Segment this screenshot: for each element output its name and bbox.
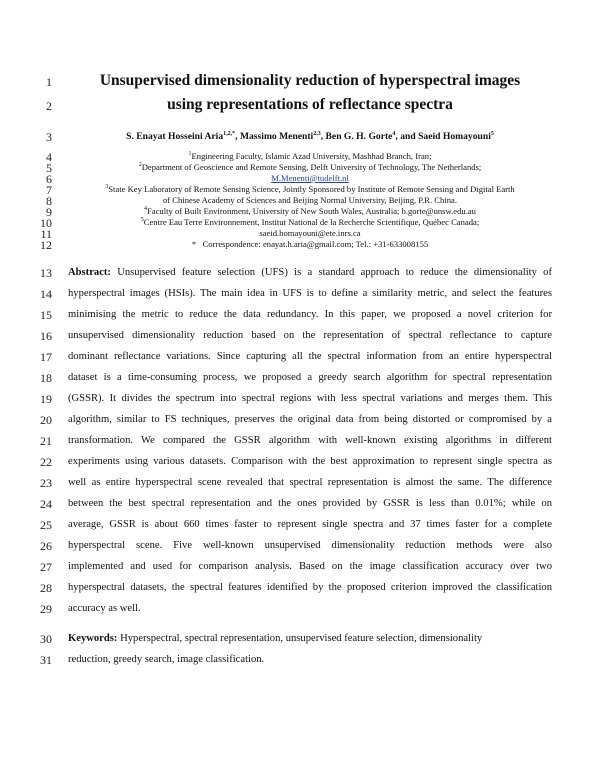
affiliation [66, 217, 554, 228]
correspondence-text: Correspondence: enayat.h.aria@gmail.com; Tel.: +31-633008155 [202, 239, 429, 249]
paper-title-line-2: using representations of reflectance spectra [167, 96, 453, 113]
abstract-line: experiments using various datasets. Comparison with the best approximation to represent single spectra as [68, 456, 552, 467]
correspondence-mark: * [191, 239, 197, 249]
line-number: 3 [46, 130, 52, 144]
affiliation-mark: 3 [105, 184, 109, 190]
affiliation-text: Department of Geoscience and Remote Sensing, Delft University of Technology, The Netherlands; [141, 162, 482, 172]
abstract-line: average, GSSR is about 660 times faster to represent single spectra and 37 times faster for a complete [68, 519, 552, 530]
abstract-line [68, 266, 552, 280]
abstract-text: Unsupervised feature selection (UFS) is a standard approach to reduce the dimensionality of [117, 267, 552, 278]
author-affiliation-mark: 5 [490, 131, 494, 137]
line-number: 15 [40, 308, 52, 322]
line-number: 4 [46, 150, 52, 164]
line-number: 8 [46, 194, 52, 208]
abstract-line: accuracy as well. [68, 603, 141, 614]
abstract-line: implemented and used for comparison analysis. Based on the image classification accuracy over two [68, 561, 552, 572]
abstract-line: hyperspectral images (HSIs). The main idea in UFS is to define a similarity metric, and select the features [68, 288, 552, 299]
correspondence [66, 239, 554, 250]
affiliation-mark: 5 [140, 217, 144, 223]
affiliation [66, 184, 554, 195]
line-number: 1 [46, 75, 52, 89]
keywords-label: Keywords: [68, 633, 118, 644]
abstract-line: algorithm, similar to FS techniques, preserves the original data from being distorted or compromised by a [68, 414, 552, 425]
line-number: 30 [40, 632, 52, 646]
affiliation [66, 195, 554, 206]
email-link[interactable] [66, 173, 554, 184]
affiliation-email[interactable]: M.Menenti@tudelft.nl [271, 173, 349, 183]
author-separator: , [320, 131, 326, 142]
author-name: Massimo Menenti [239, 131, 314, 142]
abstract-label: Abstract: [68, 267, 111, 278]
line-number: 12 [40, 238, 52, 252]
affiliation-text: of Chinese Academy of Sciences and Beijing Normal University, Beijing, P.R. China. [163, 195, 457, 205]
abstract-line: (GSSR). It divides the spectrum into spectral regions with less spectral variations and merges them. This [68, 393, 552, 404]
line-number: 22 [40, 455, 52, 469]
line-number: 29 [40, 602, 52, 616]
line-number: 6 [46, 172, 52, 186]
line-number: 9 [46, 205, 52, 219]
line-number: 27 [40, 560, 52, 574]
line-number: 2 [46, 99, 52, 113]
affiliation-mark: 1 [188, 151, 192, 157]
line-number: 16 [40, 329, 52, 343]
line-number: 17 [40, 350, 52, 364]
abstract-line: hyperspectral datasets, the spectral features identified by the proposed criterion improved the classification [68, 582, 552, 593]
affiliation [66, 151, 554, 162]
abstract-line: well as entire hyperspectral scene revealed that spectral representation is almost the same. The difference [68, 477, 552, 488]
author-list [68, 131, 552, 143]
paper-title-line-1: Unsupervised dimensionality reduction of hyperspectral images [99, 72, 521, 89]
line-number: 31 [40, 653, 52, 667]
author-name: S. Enayat Hosseini Aria [126, 131, 224, 142]
line-number: 14 [40, 287, 52, 301]
line-number: 26 [40, 539, 52, 553]
author-separator: , [235, 131, 240, 142]
author-affiliation-mark: 1,2,* [223, 131, 236, 137]
author-name: Ben G. H. Gorte [325, 131, 393, 142]
abstract-line: dominant reflectance variations. Since capturing all the spectral information from an entire hyperspectral [68, 351, 552, 362]
abstract-line: unsupervised dimensionality reduction based on the representation of spectral reflectance to capture [68, 330, 552, 341]
line-number: 23 [40, 476, 52, 490]
affiliation-mark: 2 [138, 162, 142, 168]
line-number: 5 [46, 161, 52, 175]
affiliation [66, 162, 554, 173]
abstract-line: minimising the metric to reduce the data redundancy. In this paper, we proposed a novel criterion for [68, 309, 552, 320]
author-affiliation-mark: 4 [392, 131, 396, 137]
line-number: 13 [40, 266, 52, 280]
line-number: 18 [40, 371, 52, 385]
keywords-line: reduction, greedy search, image classification. [68, 654, 265, 665]
line-number: 19 [40, 392, 52, 406]
affiliation [66, 228, 554, 239]
abstract-line: dataset is a time-consuming process, we proposed a greedy search algorithm for spectral representation [68, 372, 552, 383]
line-number: 10 [40, 216, 52, 230]
affiliation-text: Centre Eau Terre Environnement, Institut National de la Recherche Scientifique, Québec Canada; [143, 217, 480, 227]
author-separator: , and [395, 131, 419, 142]
author-name: Saeid Homayouni [418, 131, 491, 142]
line-number: 20 [40, 413, 52, 427]
author-affiliation-mark: 2,3 [313, 131, 321, 137]
line-number: 11 [40, 227, 52, 241]
keywords-line [68, 632, 552, 646]
affiliation-text: saeid.homayouni@ete.inrs.ca [259, 228, 361, 238]
line-number: 24 [40, 497, 52, 511]
abstract-line: transformation. We compared the GSSR algorithm with well-known existing algorithms in different [68, 435, 552, 446]
affiliation [66, 206, 554, 217]
line-number: 21 [40, 434, 52, 448]
line-number: 25 [40, 518, 52, 532]
keywords-text: Hyperspectral, spectral representation, unsupervised feature selection, dimensionality [120, 633, 483, 644]
abstract-line: between the best spectral representation and the ones provided by GSSR is less than 0.01%; while on [68, 498, 552, 509]
abstract-line: hyperspectral scene. Five well-known unsupervised dimensionality reduction methods were also [68, 540, 552, 551]
line-number: 28 [40, 581, 52, 595]
affiliation-mark: 4 [144, 206, 148, 212]
affiliation-text: State Key Laboratory of Remote Sensing Science, Jointly Sponsored by Institute of Remote Sensing and Digital Earth [108, 184, 515, 194]
affiliation-text: Faculty of Built Environment, University of New South Wales, Australia; b.gorte@unsw.edu.au [147, 206, 476, 216]
affiliation-text: Engineering Faculty, Islamic Azad University, Mashhad Branch, Iran; [191, 151, 432, 161]
line-number: 7 [46, 183, 52, 197]
